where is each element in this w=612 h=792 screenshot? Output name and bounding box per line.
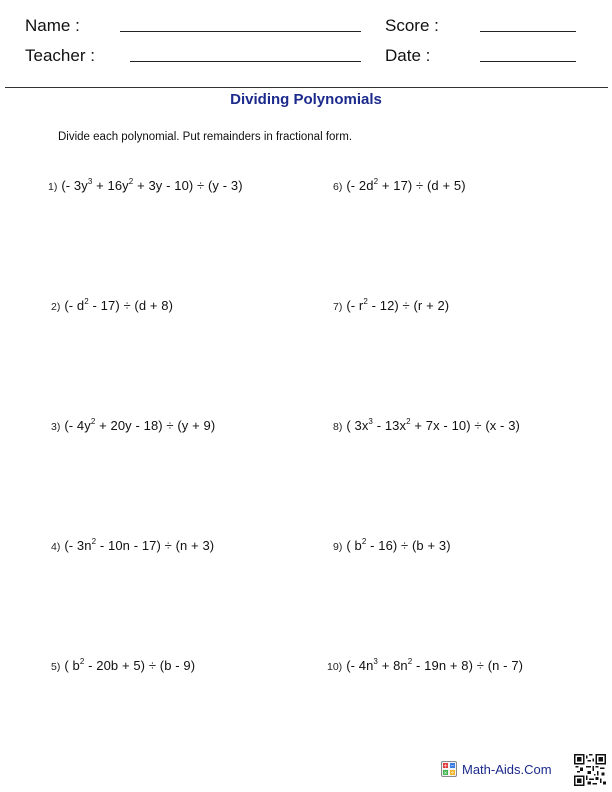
worksheet-title: Dividing Polynomials — [230, 91, 382, 108]
problem-expression — [64, 418, 215, 433]
problem-9 — [333, 538, 451, 553]
exponent: 2 — [84, 297, 89, 306]
problem-2 — [51, 298, 173, 313]
problem-expression — [346, 178, 465, 193]
expression-text: ( b — [346, 538, 362, 553]
expression-text: ( 3x — [346, 418, 369, 433]
expression-text: (- r — [346, 298, 364, 313]
problem-expression — [61, 178, 242, 193]
svg-text:−: − — [450, 763, 455, 770]
problem-8 — [333, 418, 520, 433]
header-divider — [5, 87, 608, 88]
problem-expression — [346, 658, 523, 673]
expression-text: + 3y - 10) ÷ (y - 3) — [133, 178, 243, 193]
problem-expression — [346, 538, 450, 553]
exponent: 2 — [407, 657, 413, 666]
expression-text: - 19n + 8) ÷ (n - 7) — [412, 658, 524, 673]
expression-text: (- 4y — [64, 418, 91, 433]
instructions: Divide each polynomial. Put remainders in fractional form. — [58, 131, 353, 143]
score-line — [480, 31, 576, 32]
expression-text: - 16) ÷ (b + 3) — [366, 538, 451, 553]
exponent: 3 — [87, 177, 93, 186]
brand-text: Math-Aids.Com — [462, 762, 552, 777]
problem-number: 2) — [51, 301, 61, 313]
expression-text: - 20b + 5) ÷ (b - 9) — [84, 658, 196, 673]
svg-text:×: × — [443, 770, 448, 777]
teacher-line — [130, 61, 361, 62]
problem-10 — [327, 658, 523, 673]
problem-4 — [51, 538, 214, 553]
expression-text: - 13x — [372, 418, 407, 433]
problem-expression — [64, 298, 173, 313]
exponent: 2 — [361, 537, 367, 546]
problem-number: 5) — [51, 661, 61, 673]
name-label: Name : — [25, 16, 80, 35]
problem-number: 7) — [333, 301, 343, 313]
expression-text: (- 2d — [346, 178, 374, 193]
problem-3 — [51, 418, 215, 433]
problem-5 — [51, 658, 195, 673]
date-label: Date : — [385, 46, 431, 65]
exponent: 3 — [368, 417, 373, 426]
svg-text:+: + — [443, 763, 448, 770]
problem-6 — [333, 178, 466, 193]
expression-text: + 16y — [92, 178, 129, 193]
exponent: 2 — [373, 177, 379, 186]
problem-expression — [346, 418, 520, 433]
qr-code-icon — [574, 754, 606, 786]
problem-1 — [48, 178, 243, 193]
problem-number: 8) — [333, 421, 343, 433]
problem-expression — [346, 298, 449, 313]
exponent: 2 — [363, 297, 368, 306]
exponent: 2 — [128, 177, 134, 186]
exponent: 2 — [91, 537, 97, 546]
expression-text: (- 3y — [61, 178, 88, 193]
problem-expression — [64, 538, 214, 553]
problem-number: 6) — [333, 181, 343, 193]
teacher-label: Teacher : — [25, 46, 95, 65]
expression-text: (- 4n — [346, 658, 374, 673]
expression-text: ( b — [64, 658, 80, 673]
name-line — [120, 31, 361, 32]
expression-text: + 7x - 10) ÷ (x - 3) — [410, 418, 520, 433]
problem-number: 9) — [333, 541, 343, 553]
exponent: 2 — [406, 417, 411, 426]
exponent: 3 — [373, 657, 378, 666]
expression-text: - 12) ÷ (r + 2) — [367, 298, 450, 313]
expression-text: + 8n — [377, 658, 408, 673]
expression-text: (- 3n — [64, 538, 92, 553]
date-line — [480, 61, 576, 62]
expression-text: (- d — [64, 298, 85, 313]
problem-7 — [333, 298, 449, 313]
calculator-icon — [441, 761, 457, 777]
problem-expression — [64, 658, 195, 673]
problem-number: 3) — [51, 421, 61, 433]
expression-text: + 20y - 18) ÷ (y + 9) — [95, 418, 216, 433]
exponent: 2 — [90, 417, 96, 426]
score-label: Score : — [385, 16, 439, 35]
exponent: 2 — [79, 657, 85, 666]
expression-text: - 17) ÷ (d + 8) — [88, 298, 174, 313]
svg-text:÷: ÷ — [450, 770, 455, 777]
problem-number: 1) — [48, 181, 58, 193]
expression-text: + 17) ÷ (d + 5) — [378, 178, 466, 193]
problem-number: 4) — [51, 541, 61, 553]
footer-brand — [441, 761, 552, 777]
problem-number: 10) — [327, 661, 343, 673]
expression-text: - 10n - 17) ÷ (n + 3) — [96, 538, 215, 553]
